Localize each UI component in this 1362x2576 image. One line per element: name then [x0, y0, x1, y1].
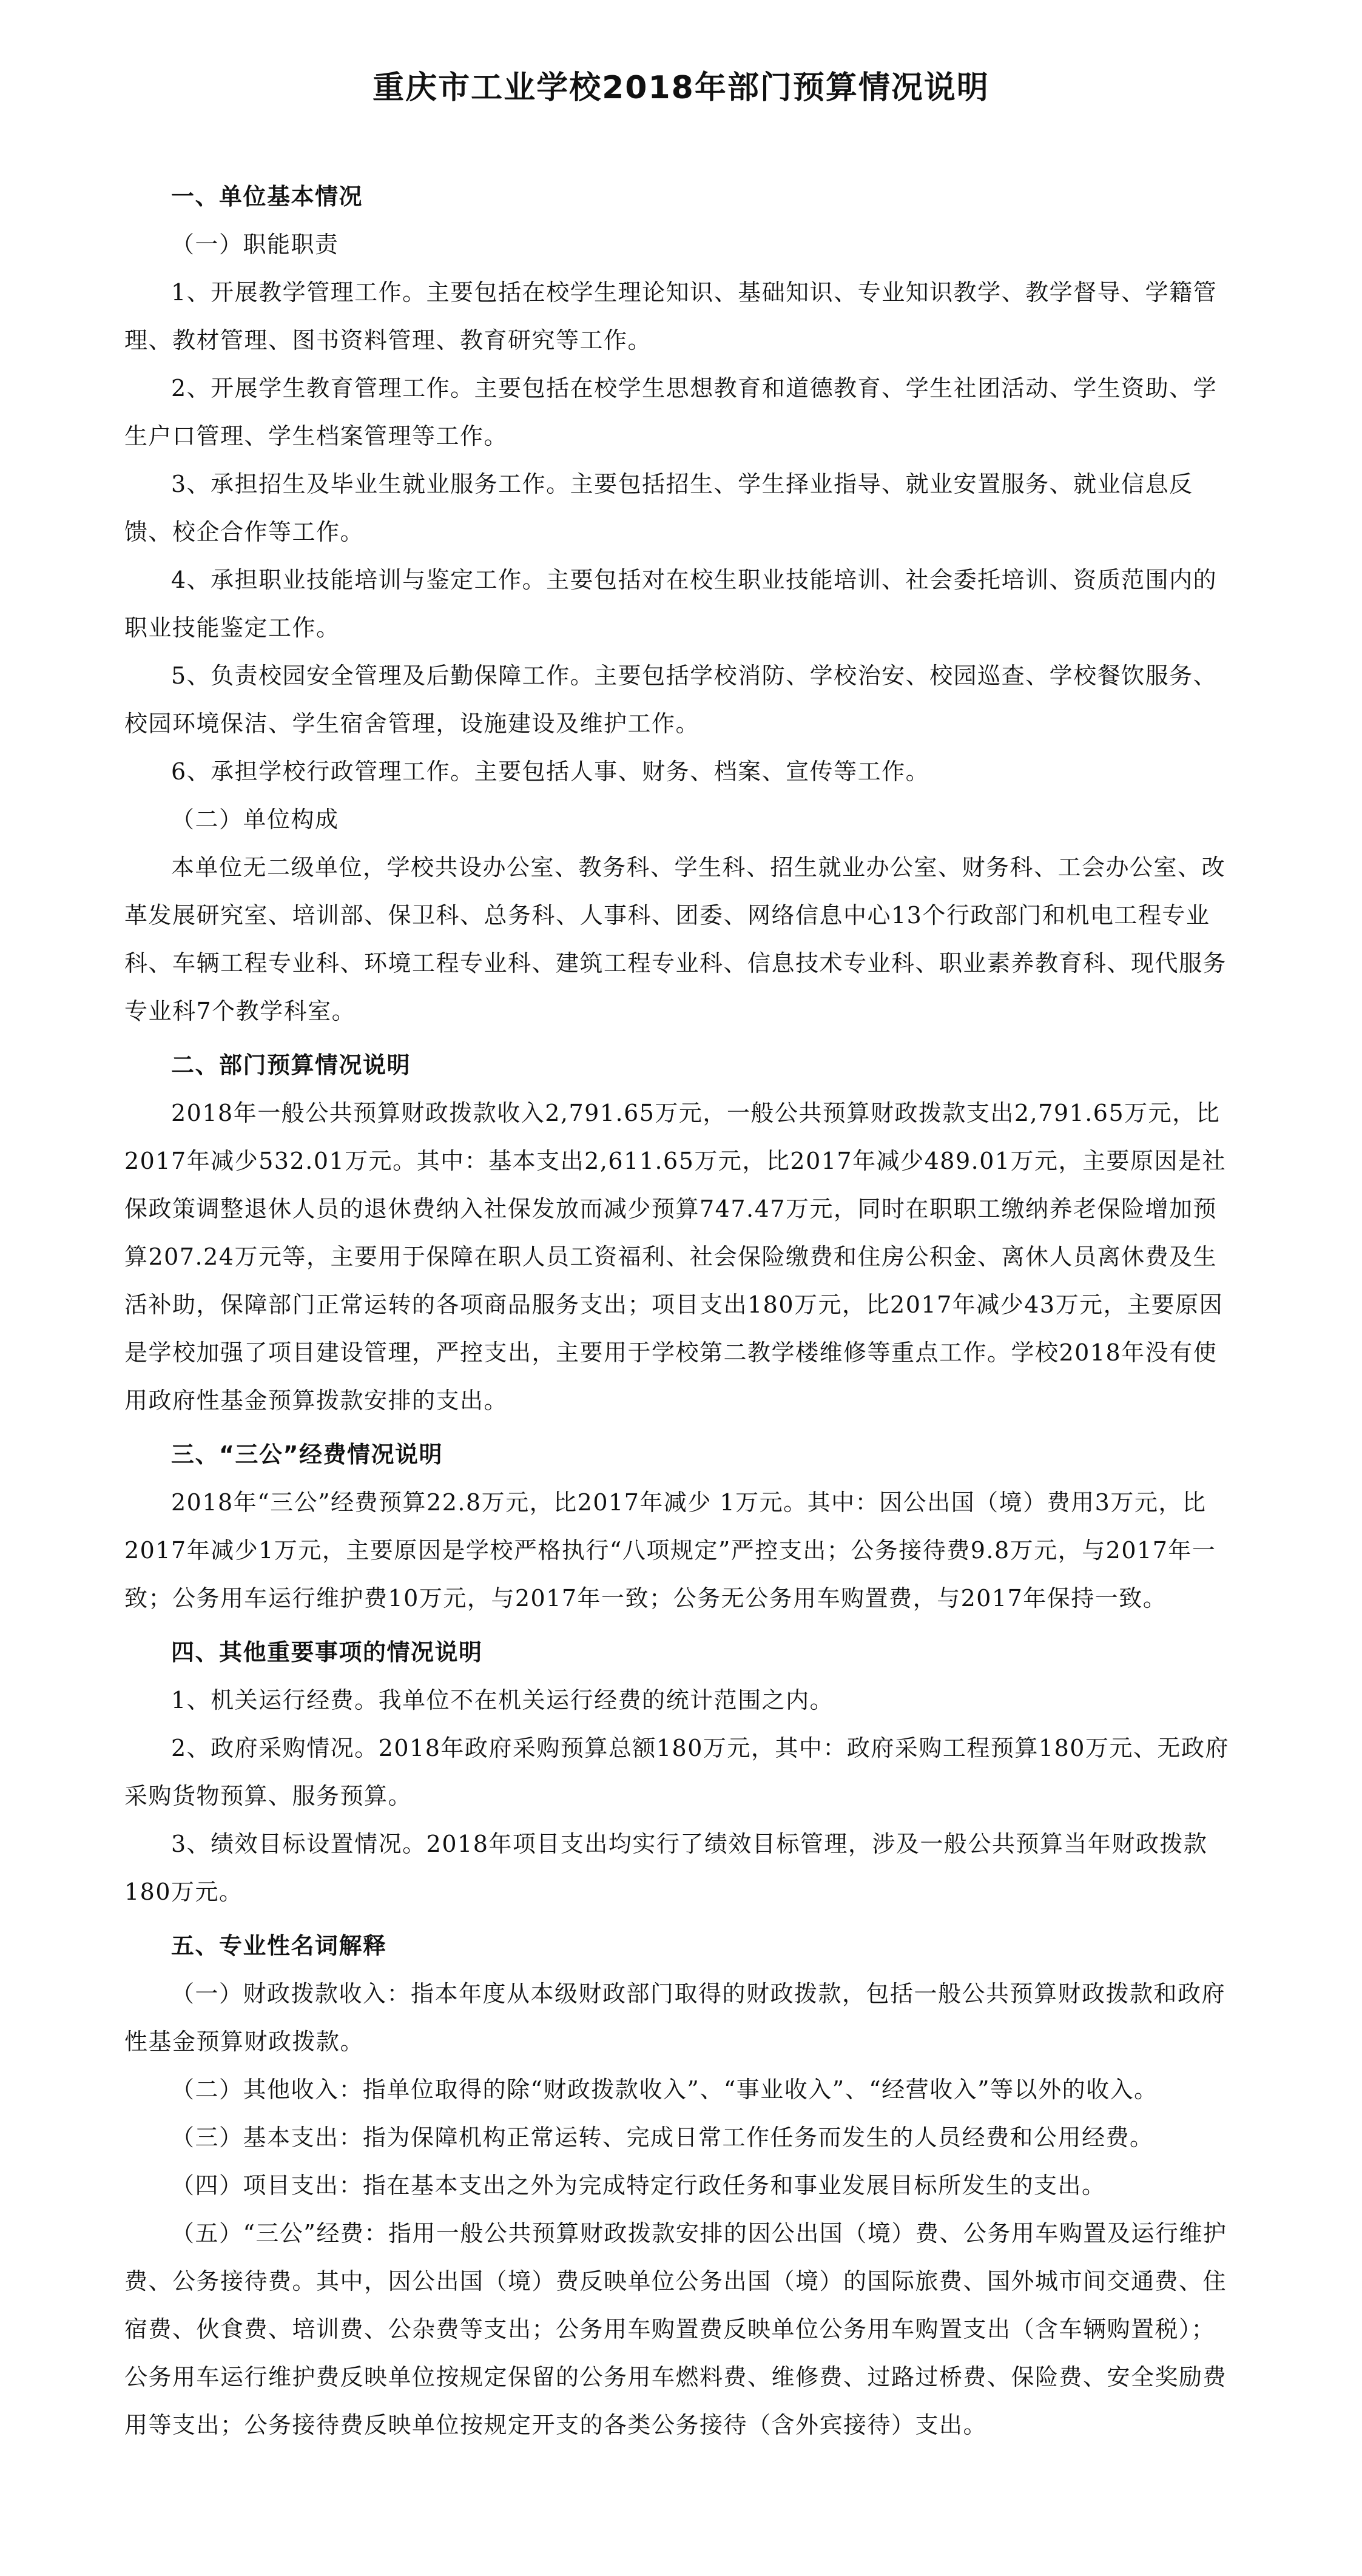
body-paragraph: 1、机关运行经费。我单位不在机关运行经费的统计范围之内。: [171, 1687, 834, 1713]
body-paragraph: （五）“三公”经费：指用一般公共预算财政拨款安排的因公出国（境）费、公务用车购置及运行维护费、公务接待费。其中，因公出国（境）费反映单位公务出国（境）的国际旅费、国外城市间交通费、住宿费、伙食费、培训费、公杂费等支出；公务用车购置费反映单位公务用车购置支出（含车辆购置税）；公务用车运行维护费反映单位按规定保留的公务用车燃料费、维修费、过路过桥费、保险费、安全奖励费用等支出；公务接待费反映单位按规定开支的各类公务接待（含外宾接待）支出。: [124, 2220, 1227, 2438]
body-paragraph: 2018年一般公共预算财政拨款收入2,791.65万元，一般公共预算财政拨款支出2,791.65万元，比2017年减少532.01万元。其中：基本支出2,611.65万元，比2017年减少489.01万元，主要原因是社保政策调整退休人员的退休费纳入社保发放而减少预算747.47万元，同时在职职工缴纳养老保险增加预算207.24万元等，主要用于保障在职人员工资福利、社会保险缴费和住房公积金、离休人员离休费及生活补助，保障部门正常运转的各项商品服务支出；项目支出180万元，比2017年减少43万元，主要原因是学校加强了项目建设管理，严控支出，主要用于学校第二教学楼维修等重点工作。学校2018年没有使用政府性基金预算拨款安排的支出。: [124, 1100, 1227, 1414]
section-heading: 三、“三公”经费情况说明: [171, 1441, 443, 1468]
body-paragraph: 本单位无二级单位，学校共设办公室、教务科、学生科、招生就业办公室、财务科、工会办公室、改革发展研究室、培训部、保卫科、总务科、人事科、团委、网络信息中心13个行政部门和机电工程专业科、车辆工程专业科、环境工程专业科、建筑工程专业科、信息技术专业科、职业素养教育科、现代服务专业科7个教学科室。: [124, 854, 1227, 1024]
body-paragraph: 2018年“三公”经费预算22.8万元，比2017年减少 1万元。其中：因公出国（境）费用3万元，比2017年减少1万元，主要原因是学校严格执行“八项规定”严控支出；公务接待费9.8万元，与2017年一致；公务用车运行维护费10万元，与2017年一致；公务无公务用车购置费，与2017年保持一致。: [124, 1489, 1216, 1612]
body-paragraph: 2、开展学生教育管理工作。主要包括在校学生思想教育和道德教育、学生社团活动、学生资助、学生户口管理、学生档案管理等工作。: [124, 375, 1218, 449]
body-paragraph: 1、开展教学管理工作。主要包括在校学生理论知识、基础知识、专业知识教学、教学督导、学籍管理、教材管理、图书资料管理、教育研究等工作。: [124, 279, 1218, 354]
section-heading: 五、专业性名词解释: [171, 1932, 387, 1959]
body-paragraph: （四）项目支出：指在基本支出之外为完成特定行政任务和事业发展目标所发生的支出。: [171, 2172, 1106, 2199]
body-paragraph: 4、承担职业技能培训与鉴定工作。主要包括对在校生职业技能培训、社会委托培训、资质范围内的职业技能鉴定工作。: [124, 567, 1218, 641]
section-heading: 一、单位基本情况: [171, 183, 363, 210]
body-paragraph: 2、政府采购情况。2018年政府采购预算总额180万元，其中：政府采购工程预算180万元、无政府采购货物预算、服务预算。: [124, 1735, 1229, 1809]
body-paragraph: （一）财政拨款收入：指本年度从本级财政部门取得的财政拨款，包括一般公共预算财政拨款和政府性基金预算财政拨款。: [124, 1980, 1226, 2055]
body-paragraph: （二）其他收入：指单位取得的除“财政拨款收入”、“事业收入”、“经营收入”等以外的收入。: [171, 2076, 1158, 2103]
subsection-heading: （二）单位构成: [171, 806, 339, 833]
subsection-heading: （一）职能职责: [171, 231, 339, 258]
section-heading: 四、其他重要事项的情况说明: [171, 1639, 483, 1666]
body-paragraph: 3、绩效目标设置情况。2018年项目支出均实行了绩效目标管理，涉及一般公共预算当年财政拨款180万元。: [124, 1831, 1208, 1905]
document-body: [124, 167, 1238, 2449]
body-paragraph: 3、承担招生及毕业生就业服务工作。主要包括招生、学生择业指导、就业安置服务、就业信息反馈、校企合作等工作。: [124, 471, 1193, 545]
body-paragraph: 6、承担学校行政管理工作。主要包括人事、财务、档案、宣传等工作。: [171, 758, 930, 785]
body-paragraph: （三）基本支出：指为保障机构正常运转、完成日常工作任务而发生的人员经费和公用经费。: [171, 2124, 1154, 2151]
document-title: 重庆市工业学校2018年部门预算情况说明: [373, 70, 989, 106]
body-paragraph: 5、负责校园安全管理及后勤保障工作。主要包括学校消防、学校治安、校园巡查、学校餐饮服务、校园环境保洁、学生宿舍管理，设施建设及维护工作。: [124, 662, 1218, 737]
section-heading: 二、部门预算情况说明: [171, 1052, 411, 1078]
